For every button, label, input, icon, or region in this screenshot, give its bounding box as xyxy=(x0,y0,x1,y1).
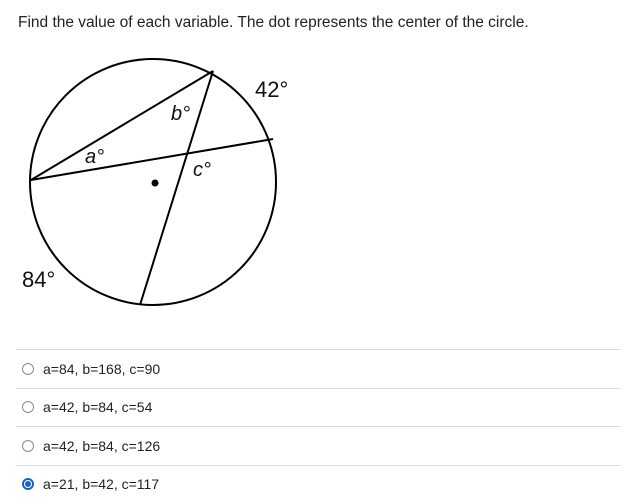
choice-1-label: a=84, b=168, c=90 xyxy=(43,361,160,377)
choice-1[interactable] xyxy=(16,349,621,388)
answer-choices xyxy=(16,349,621,503)
radio-button-1[interactable] xyxy=(22,363,34,375)
choice-3-label: a=42, b=84, c=126 xyxy=(43,438,160,454)
choice-2[interactable] xyxy=(16,388,621,427)
angle-label-a: a° xyxy=(85,146,104,168)
arc-label-42: 42° xyxy=(255,77,288,102)
radio-button-2[interactable] xyxy=(22,401,34,413)
angle-label-b: b° xyxy=(171,103,190,125)
arc-label-84: 84° xyxy=(22,267,55,292)
radio-button-3[interactable] xyxy=(22,440,34,452)
question-prompt: Find the value of each variable. The dot represents the center of the circle. xyxy=(18,14,529,32)
center-dot xyxy=(152,180,159,187)
radio-button-4[interactable] xyxy=(22,478,34,490)
choice-2-label: a=42, b=84, c=54 xyxy=(43,399,152,415)
choice-3[interactable] xyxy=(16,426,621,465)
angle-label-c: c° xyxy=(193,159,211,181)
choice-4[interactable] xyxy=(16,465,621,503)
choice-4-label: a=21, b=42, c=117 xyxy=(43,476,159,492)
chord-left-to-right xyxy=(31,139,273,180)
